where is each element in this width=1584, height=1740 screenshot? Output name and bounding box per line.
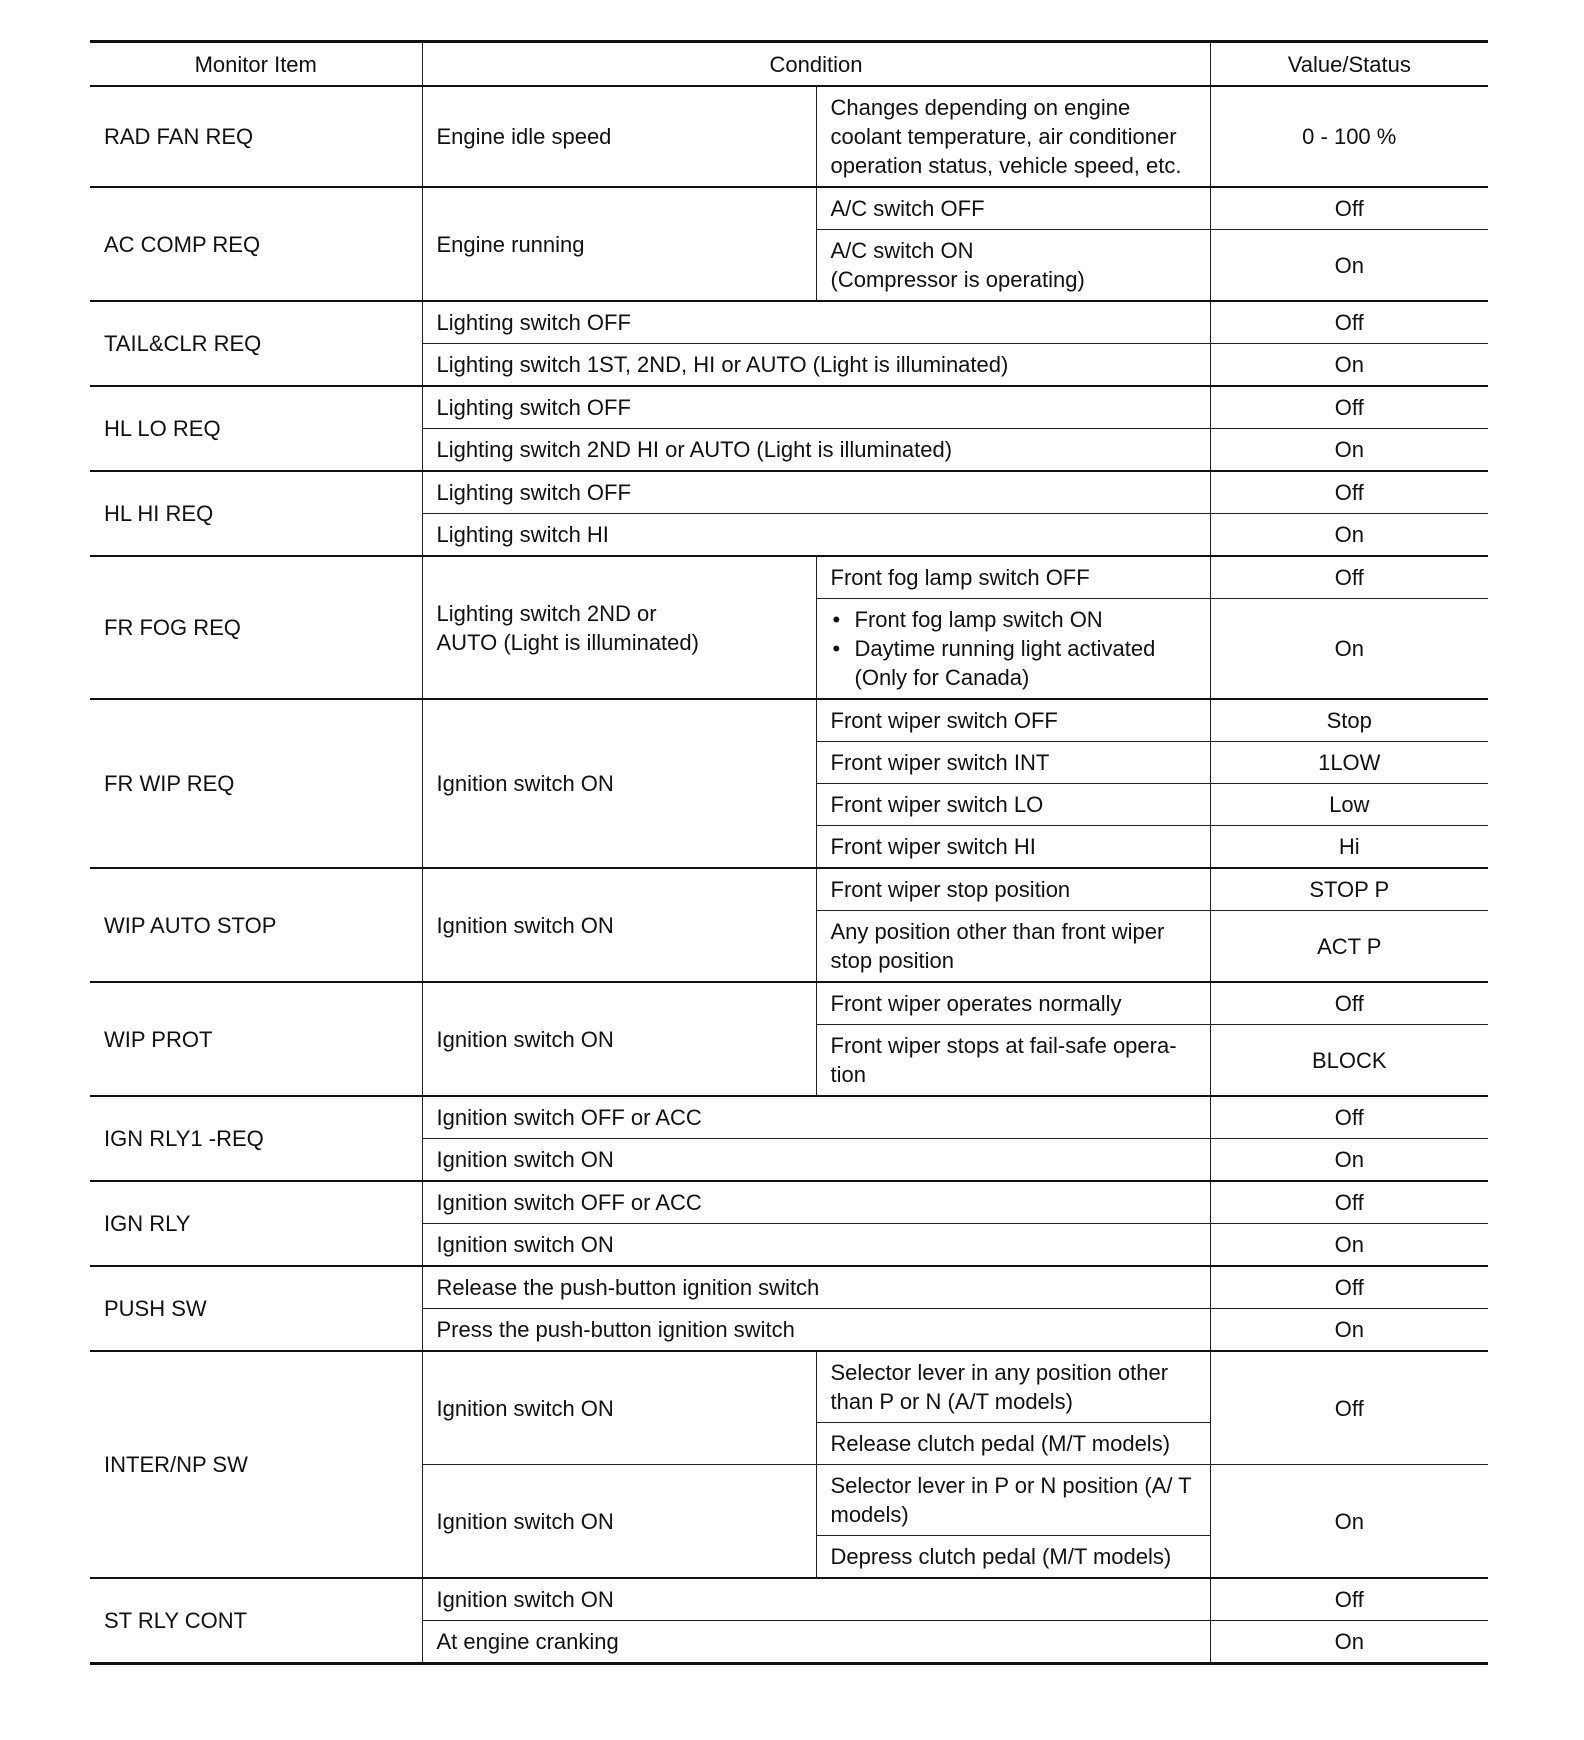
condition-cell: Engine idle speed bbox=[422, 86, 816, 187]
table-row bbox=[90, 1578, 1488, 1621]
value-cell: On bbox=[1210, 1309, 1488, 1352]
condition-cell: Lighting switch OFF bbox=[422, 471, 1210, 514]
condition-line: Lighting switch 2ND or bbox=[436, 600, 657, 626]
header-value-status: Value/Status bbox=[1210, 42, 1488, 87]
bullet-line: • Daytime running light activated bbox=[854, 636, 1156, 661]
condition-cell bbox=[422, 556, 816, 699]
monitor-item-table bbox=[90, 40, 1488, 1665]
subcondition-cell: Front wiper switch OFF bbox=[816, 699, 1210, 742]
monitor-item-push-sw: PUSH SW bbox=[90, 1266, 422, 1351]
subcondition-cell: Front wiper switch INT bbox=[816, 742, 1210, 784]
value-cell: On bbox=[1210, 344, 1488, 387]
value-cell: On bbox=[1210, 1621, 1488, 1664]
condition-cell: Lighting switch 2ND HI or AUTO (Light is illuminated) bbox=[422, 429, 1210, 472]
monitor-item-wip-prot: WIP PROT bbox=[90, 982, 422, 1096]
subcondition-cell bbox=[816, 599, 1210, 700]
subcondition-cell: Front fog lamp switch OFF bbox=[816, 556, 1210, 599]
subcondition-cell: Release clutch pedal (M/T models) bbox=[816, 1423, 1210, 1465]
condition-cell: Release the push-button ignition switch bbox=[422, 1266, 1210, 1309]
value-cell: On bbox=[1210, 1139, 1488, 1182]
condition-cell: Ignition switch ON bbox=[422, 1578, 1210, 1621]
table-row bbox=[90, 982, 1488, 1025]
value-cell: Off bbox=[1210, 1266, 1488, 1309]
subcondition-cell: Changes depending on engine coolant temperature, air conditioner operation status, vehicle speed, etc. bbox=[816, 86, 1210, 187]
header-condition: Condition bbox=[422, 42, 1210, 87]
condition-cell: Ignition switch ON bbox=[422, 699, 816, 868]
subcondition-cell: Front wiper stops at fail-safe opera-tion bbox=[816, 1025, 1210, 1097]
table-row bbox=[90, 1096, 1488, 1139]
monitor-item-st-rly-cont: ST RLY CONT bbox=[90, 1578, 422, 1664]
bullet-list bbox=[831, 605, 1196, 692]
value-cell: On bbox=[1210, 1224, 1488, 1267]
monitor-item-hl-lo-req: HL LO REQ bbox=[90, 386, 422, 471]
monitor-item-inter-np-sw: INTER/NP SW bbox=[90, 1351, 422, 1578]
condition-cell: Ignition switch ON bbox=[422, 1224, 1210, 1267]
value-cell: Off bbox=[1210, 1351, 1488, 1465]
monitor-item-ac-comp-req: AC COMP REQ bbox=[90, 187, 422, 301]
subcondition-cell: A/C switch OFF bbox=[816, 187, 1210, 230]
condition-cell: Ignition switch OFF or ACC bbox=[422, 1181, 1210, 1224]
value-cell: Off bbox=[1210, 471, 1488, 514]
subcondition-line: A/C switch ON bbox=[830, 238, 974, 263]
monitor-item-ign-rly: IGN RLY bbox=[90, 1181, 422, 1266]
value-cell: On bbox=[1210, 599, 1488, 700]
table-row bbox=[90, 1266, 1488, 1309]
condition-cell: At engine cranking bbox=[422, 1621, 1210, 1664]
value-cell: BLOCK bbox=[1210, 1025, 1488, 1097]
monitor-item-hl-hi-req: HL HI REQ bbox=[90, 471, 422, 556]
table-row bbox=[90, 699, 1488, 742]
condition-cell: Ignition switch OFF or ACC bbox=[422, 1096, 1210, 1139]
subcondition-cell bbox=[816, 230, 1210, 302]
monitor-item-ign-rly1-req: IGN RLY1 -REQ bbox=[90, 1096, 422, 1181]
table-row bbox=[90, 187, 1488, 230]
condition-cell: Engine running bbox=[422, 187, 816, 301]
subcondition-cell: Front wiper switch HI bbox=[816, 826, 1210, 869]
bullet-item bbox=[831, 634, 1196, 692]
monitor-item-tail-clr-req: TAIL&CLR REQ bbox=[90, 301, 422, 386]
value-cell: Off bbox=[1210, 556, 1488, 599]
table-row bbox=[90, 301, 1488, 344]
condition-cell: Ignition switch ON bbox=[422, 1465, 816, 1579]
value-cell: On bbox=[1210, 514, 1488, 557]
value-cell: STOP P bbox=[1210, 868, 1488, 911]
condition-cell: Ignition switch ON bbox=[422, 868, 816, 982]
value-cell: Low bbox=[1210, 784, 1488, 826]
table-row bbox=[90, 1351, 1488, 1423]
condition-cell: Lighting switch 1ST, 2ND, HI or AUTO (Light is illuminated) bbox=[422, 344, 1210, 387]
condition-cell: Lighting switch HI bbox=[422, 514, 1210, 557]
value-cell: Off bbox=[1210, 301, 1488, 344]
value-cell: Off bbox=[1210, 1181, 1488, 1224]
table-row bbox=[90, 868, 1488, 911]
condition-cell: Ignition switch ON bbox=[422, 1351, 816, 1465]
condition-cell: Ignition switch ON bbox=[422, 1139, 1210, 1182]
subcondition-cell: Front wiper stop position bbox=[816, 868, 1210, 911]
condition-cell: Press the push-button ignition switch bbox=[422, 1309, 1210, 1352]
condition-line: AUTO (Light is illuminated) bbox=[436, 629, 699, 655]
value-cell: Stop bbox=[1210, 699, 1488, 742]
value-cell: ACT P bbox=[1210, 911, 1488, 983]
header-row bbox=[90, 42, 1488, 87]
table-row bbox=[90, 386, 1488, 429]
value-cell: Off bbox=[1210, 1578, 1488, 1621]
condition-cell: Ignition switch ON bbox=[422, 982, 816, 1096]
subcondition-cell: Selector lever in P or N position (A/ T models) bbox=[816, 1465, 1210, 1536]
monitor-item-rad-fan-req: RAD FAN REQ bbox=[90, 86, 422, 187]
value-cell: Off bbox=[1210, 386, 1488, 429]
bullet-line: (Only for Canada) bbox=[854, 665, 1030, 690]
monitor-item-fr-fog-req: FR FOG REQ bbox=[90, 556, 422, 699]
table-row bbox=[90, 471, 1488, 514]
table-row bbox=[90, 86, 1488, 187]
value-cell: Hi bbox=[1210, 826, 1488, 869]
monitor-item-fr-wip-req: FR WIP REQ bbox=[90, 699, 422, 868]
value-cell: On bbox=[1210, 429, 1488, 472]
value-cell: Off bbox=[1210, 187, 1488, 230]
bullet-item: • Front fog lamp switch ON bbox=[831, 605, 1196, 634]
value-cell: 0 - 100 % bbox=[1210, 86, 1488, 187]
table-row bbox=[90, 556, 1488, 599]
value-cell: On bbox=[1210, 1465, 1488, 1579]
monitor-item-table-sheet bbox=[90, 40, 1488, 1665]
condition-cell: Lighting switch OFF bbox=[422, 386, 1210, 429]
subcondition-cell: Selector lever in any position other than P or N (A/T models) bbox=[816, 1351, 1210, 1423]
subcondition-cell: Front wiper operates normally bbox=[816, 982, 1210, 1025]
subcondition-cell: Any position other than front wiper stop position bbox=[816, 911, 1210, 983]
condition-cell: Lighting switch OFF bbox=[422, 301, 1210, 344]
subcondition-line: (Compressor is operating) bbox=[830, 267, 1085, 292]
subcondition-cell: Front wiper switch LO bbox=[816, 784, 1210, 826]
value-cell: Off bbox=[1210, 1096, 1488, 1139]
value-cell: On bbox=[1210, 230, 1488, 302]
subcondition-cell: Depress clutch pedal (M/T models) bbox=[816, 1536, 1210, 1579]
value-cell: Off bbox=[1210, 982, 1488, 1025]
value-cell: 1LOW bbox=[1210, 742, 1488, 784]
table-row bbox=[90, 1181, 1488, 1224]
header-monitor-item: Monitor Item bbox=[90, 42, 422, 87]
monitor-item-wip-auto-stop: WIP AUTO STOP bbox=[90, 868, 422, 982]
